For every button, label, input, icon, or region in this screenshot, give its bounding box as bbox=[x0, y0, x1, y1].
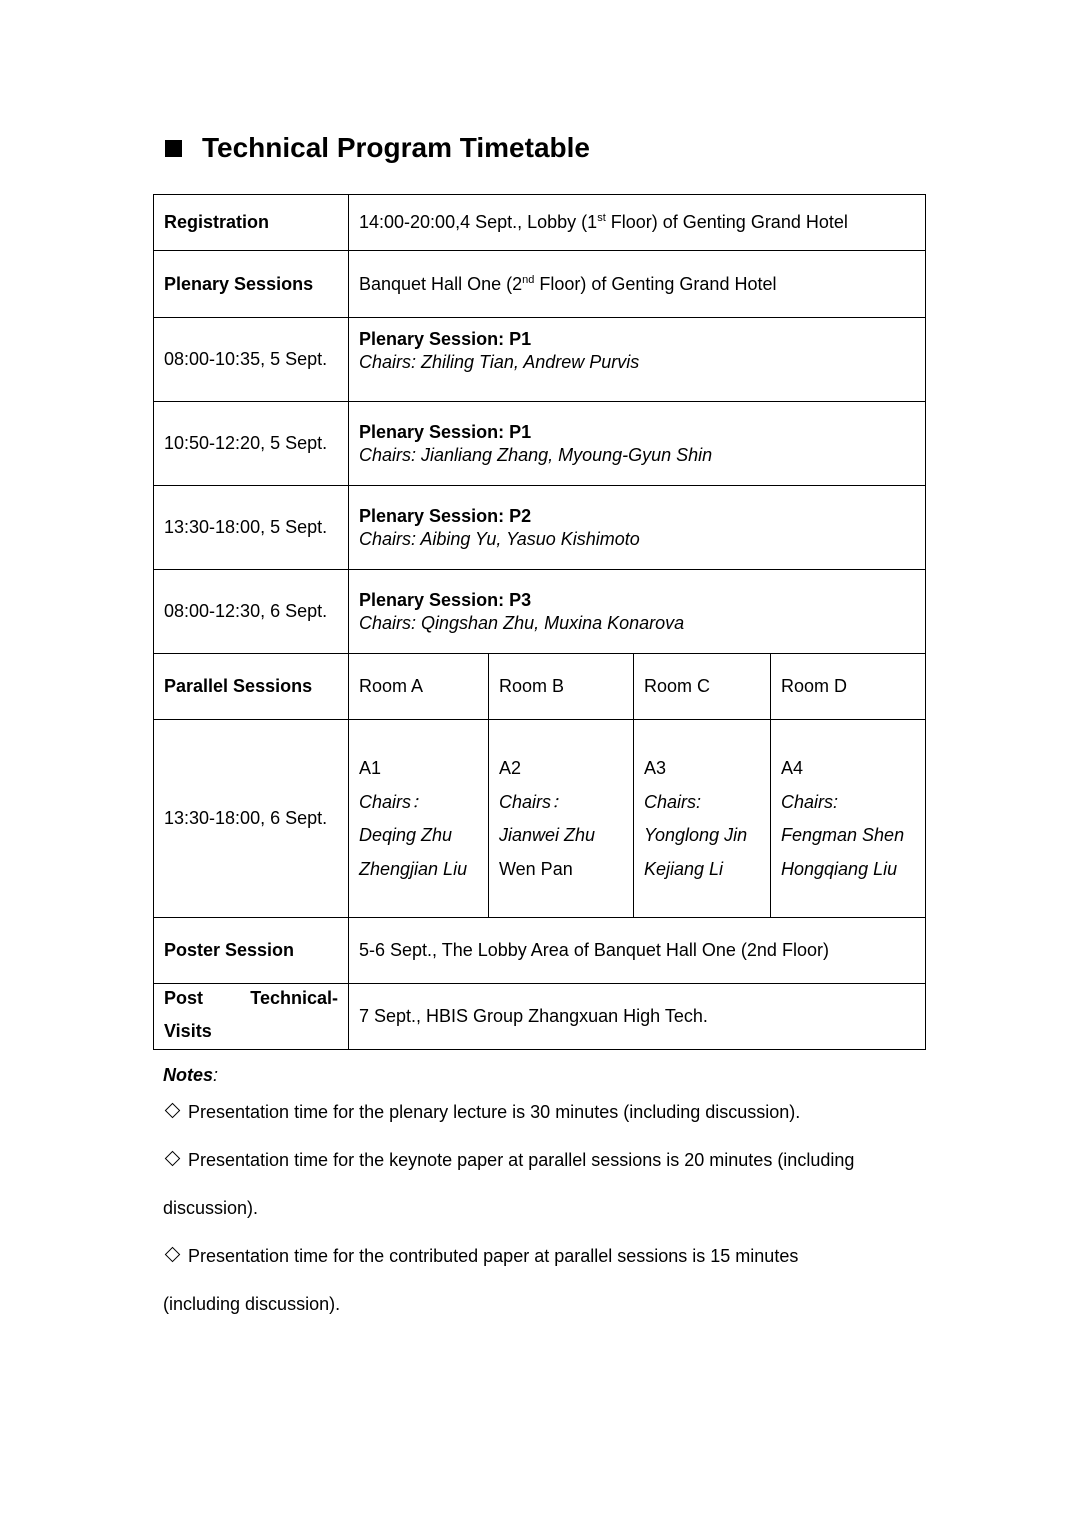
room-name: Room A bbox=[349, 654, 489, 720]
session-code: A4 bbox=[781, 758, 804, 778]
room-d-session bbox=[771, 720, 926, 918]
plenary-session-row bbox=[154, 318, 926, 402]
notes-section bbox=[163, 1062, 923, 1328]
session-title: Plenary Session: P2 bbox=[359, 506, 532, 526]
session-time: 10:50-12:20, 5 Sept. bbox=[154, 402, 349, 486]
chairs-label: Chairs： bbox=[359, 791, 430, 812]
session-time: 08:00-10:35, 5 Sept. bbox=[154, 318, 349, 402]
session-info bbox=[349, 486, 926, 570]
chair-name: Kejiang Li bbox=[644, 858, 724, 879]
chair-name: Deqing Zhu bbox=[359, 825, 453, 845]
chair-name: Zhengjian Liu bbox=[359, 858, 468, 879]
parallel-sessions-row bbox=[154, 720, 926, 918]
room-c-session bbox=[634, 720, 771, 918]
parallel-time: 13:30-18:00, 6 Sept. bbox=[154, 720, 349, 918]
chair-name: Jianwei Zhu bbox=[499, 825, 596, 845]
session-chairs: Chairs: Qingshan Zhu, Muxina Konarova bbox=[359, 612, 685, 633]
session-code: A3 bbox=[644, 758, 667, 778]
plenary-venue: Banquet Hall One (2nd Floor) of Genting Grand Hotel bbox=[349, 251, 926, 318]
session-chairs: Chairs: Jianliang Zhang, Myoung-Gyun Shin bbox=[359, 444, 713, 465]
poster-row bbox=[154, 918, 926, 984]
session-title: Plenary Session: P1 bbox=[359, 329, 532, 349]
chairs-label: Chairs: bbox=[644, 791, 702, 812]
poster-label: Poster Session bbox=[154, 918, 349, 984]
chair-name: Fengman Shen bbox=[781, 825, 905, 845]
plenary-row bbox=[154, 251, 926, 318]
registration-label: Registration bbox=[154, 195, 349, 251]
room-name: Room D bbox=[771, 654, 926, 720]
timetable bbox=[153, 194, 926, 1050]
page-title-text: Technical Program Timetable bbox=[202, 132, 590, 163]
note-item: Presentation time for the keynote paper at parallel sessions is 20 minutes (including bbox=[163, 1136, 923, 1184]
session-info bbox=[349, 570, 926, 654]
session-code: A1 bbox=[359, 758, 382, 778]
session-code: A2 bbox=[499, 758, 522, 778]
room-b-session bbox=[489, 720, 634, 918]
diamond-bullet-icon bbox=[165, 1103, 181, 1119]
room-name: Room C bbox=[634, 654, 771, 720]
session-time: 08:00-12:30, 6 Sept. bbox=[154, 570, 349, 654]
registration-row bbox=[154, 195, 926, 251]
diamond-bullet-icon bbox=[165, 1151, 181, 1167]
note-continuation: (including discussion). bbox=[163, 1294, 341, 1314]
session-title: Plenary Session: P1 bbox=[359, 422, 532, 442]
note-item: Presentation time for the plenary lecture is 30 minutes (including discussion). bbox=[163, 1088, 923, 1136]
room-name: Room B bbox=[489, 654, 634, 720]
session-info bbox=[349, 318, 926, 402]
session-chairs: Chairs: Zhiling Tian, Andrew Purvis bbox=[359, 351, 640, 372]
chair-name: Hongqiang Liu bbox=[781, 858, 898, 879]
session-title: Plenary Session: P3 bbox=[359, 590, 532, 610]
chairs-label: Chairs： bbox=[499, 791, 570, 812]
post-visit-row bbox=[154, 984, 926, 1050]
session-time: 13:30-18:00, 5 Sept. bbox=[154, 486, 349, 570]
parallel-rooms-row bbox=[154, 654, 926, 720]
note-item: Presentation time for the contributed paper at parallel sessions is 15 minutes bbox=[163, 1232, 923, 1280]
plenary-session-row bbox=[154, 402, 926, 486]
chair-name: Wen Pan bbox=[499, 858, 573, 879]
plenary-session-row bbox=[154, 486, 926, 570]
session-chairs: Chairs: Aibing Yu, Yasuo Kishimoto bbox=[359, 528, 640, 549]
parallel-label: Parallel Sessions bbox=[154, 654, 349, 720]
notes-title: Notes: bbox=[163, 1065, 219, 1085]
chairs-label: Chairs: bbox=[781, 791, 839, 812]
post-visit-value: 7 Sept., HBIS Group Zhangxuan High Tech. bbox=[349, 984, 926, 1050]
session-info bbox=[349, 402, 926, 486]
page-title bbox=[165, 128, 590, 168]
plenary-label: Plenary Sessions bbox=[154, 251, 349, 318]
room-a-session bbox=[349, 720, 489, 918]
diamond-bullet-icon bbox=[165, 1247, 181, 1263]
chair-name: Yonglong Jin bbox=[644, 825, 748, 845]
poster-value: 5-6 Sept., The Lobby Area of Banquet Hall One (2nd Floor) bbox=[349, 918, 926, 984]
note-continuation: discussion). bbox=[163, 1198, 259, 1218]
square-bullet-icon bbox=[165, 140, 182, 157]
post-visit-label: Post Technical- Visits bbox=[154, 984, 349, 1050]
registration-value: 14:00-20:00,4 Sept., Lobby (1st Floor) of Genting Grand Hotel bbox=[349, 195, 926, 251]
plenary-session-row bbox=[154, 570, 926, 654]
